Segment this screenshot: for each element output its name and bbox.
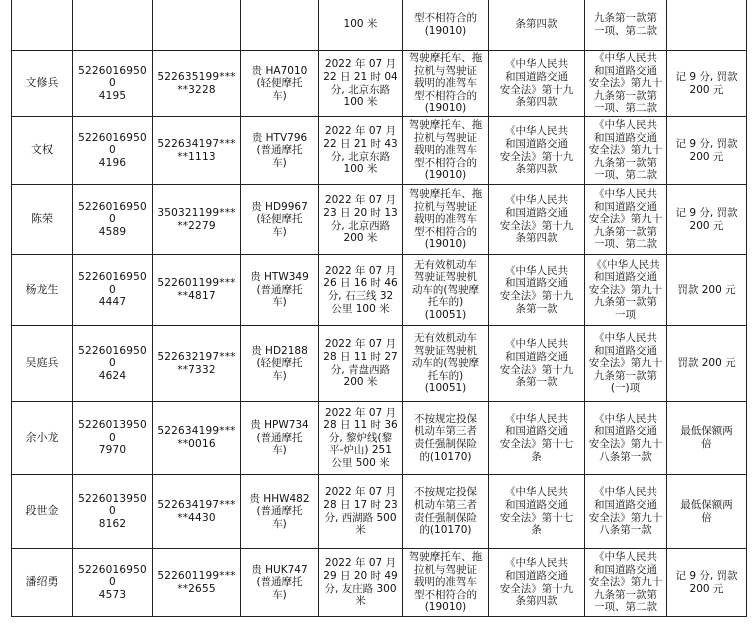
id-number-cell [153,0,241,51]
driver-name-cell: 吴庭兵 [12,326,73,402]
time-place-cell: 2022 年 07 月 28 日 11 时 27 分, 青盘西路 200 米 [319,326,403,402]
penalty-basis-cell: 《《中华人民共 和国道路交通 安全法》第九十 九条第一款第 一项 [585,255,667,326]
penalty-basis-cell: 《中华人民共 和国道路交通 安全法》第九十 九条第一款第 (一)项 [585,326,667,402]
driver-name-cell: 余小龙 [12,402,73,475]
license-plate-cell: 贵 HA7010 (轻便摩托 车) [241,51,319,117]
driver-name-cell: 文权 [12,117,73,185]
time-place-cell: 2022 年 07 月 22 日 21 时 04 分, 北京东路 100 米 [319,51,403,117]
penalty-basis-cell: 《中华人民共 和国道路交通 安全法》第九十 九条第一款第 一项、第二款 [585,117,667,185]
table-row [12,549,747,617]
violation-records-table [11,0,747,617]
decision-number-cell: 52260169500 4195 [73,51,153,117]
legal-basis-cell: 《中华人民共 和国道路交通 安全法》第十九 条第一款 [489,326,585,402]
id-number-cell: 522601199*** **4817 [153,255,241,326]
id-number-cell: 522601199*** **2655 [153,549,241,617]
violation-cell: 驾驶摩托车、拖 拉机与驾驶证 载明的准驾车 型不相符合的 (19010) [403,549,489,617]
time-place-cell: 2022 年 07 月 28 日 11 时 36 分, 黎炉线(黎 平-炉山) 251 公里 500 米 [319,402,403,475]
penalty-basis-cell: 《中华人民共 和国道路交通 安全法》第九十 九条第一款第 一项、第二款 [585,185,667,255]
legal-basis-cell: 《中华人民共 和国道路交通 安全法》第十九 条第四款 [489,117,585,185]
table-row [12,326,747,402]
time-place-cell: 2022 年 07 月 28 日 17 时 23 分, 西湖路 500 米 [319,475,403,549]
id-number-cell: 522632197*** **7332 [153,326,241,402]
legal-basis-cell: 《中华人民共 和国道路交通 安全法》第十七 条 [489,475,585,549]
license-plate-cell: 贵 HTV796 (普通摩托 车) [241,117,319,185]
time-place-cell: 2022 年 07 月 26 日 16 时 46 分, 石三线 32 公里 100 米 [319,255,403,326]
license-plate-cell: 贵 HD2188 (轻便摩托 车) [241,326,319,402]
license-plate-cell: 贵 HUK747 (普通摩托 车) [241,549,319,617]
decision-number-cell: 52260169500 4624 [73,326,153,402]
violation-cell: 无有效机动车 驾驶证驾驶机 动车的(驾驶摩 托车的) (10051) [403,255,489,326]
violation-cell: 不按规定投保 机动车第三者 责任强制保险 的(10170) [403,475,489,549]
penalty-cell: 罚款 200 元 [667,326,747,402]
violation-cell: 型不相符合的 (19010) [403,0,489,51]
penalty-basis-cell: 《中华人民共 和国道路交通 安全法》第九十 九条第一款第 一项、第二款 [585,51,667,117]
driver-name-cell: 杨龙生 [12,255,73,326]
decision-number-cell: 52260169500 4589 [73,185,153,255]
driver-name-cell: 潘绍勇 [12,549,73,617]
driver-name-cell [12,0,73,51]
penalty-cell: 最低保额两 倍 [667,475,747,549]
penalty-basis-cell: 《中华人民共 和国道路交通 安全法》第九十 八条第一款 [585,402,667,475]
time-place-cell: 2022 年 07 月 22 日 21 时 43 分, 北京东路 100 米 [319,117,403,185]
table-row [12,402,747,475]
penalty-cell: 记 9 分, 罚款 200 元 [667,117,747,185]
table-row [12,117,747,185]
driver-name-cell: 文修兵 [12,51,73,117]
id-number-cell: 350321199*** **2279 [153,185,241,255]
license-plate-cell [241,0,319,51]
legal-basis-cell: 条第四款 [489,0,585,51]
driver-name-cell: 段世金 [12,475,73,549]
violation-cell: 无有效机动车 驾驶证驾驶机 动车的(驾驶摩 托车的) (10051) [403,326,489,402]
table-row [12,0,747,51]
decision-number-cell: 52260169500 4573 [73,549,153,617]
license-plate-cell: 贵 HTW349 (普通摩托 车) [241,255,319,326]
violation-cell: 驾驶摩托车、拖 拉机与驾驶证 载明的准驾车 型不相符合的 (19010) [403,185,489,255]
decision-number-cell: 52260139500 7970 [73,402,153,475]
legal-basis-cell: 《中华人民共 和国道路交通 安全法》第十七 条 [489,402,585,475]
table-row [12,255,747,326]
penalty-cell [667,0,747,51]
time-place-cell: 2022 年 07 月 23 日 20 时 13 分, 北京西路 200 米 [319,185,403,255]
id-number-cell: 522634199*** **0016 [153,402,241,475]
violation-cell: 驾驶摩托车、拖 拉机与驾驶证 载明的准驾车 型不相符合的 (19010) [403,51,489,117]
time-place-cell: 100 米 [319,0,403,51]
penalty-cell: 记 9 分, 罚款 200 元 [667,185,747,255]
driver-name-cell: 陈荣 [12,185,73,255]
decision-number-cell: 52260169500 4447 [73,255,153,326]
license-plate-cell: 贵 HPW734 (普通摩托 车) [241,402,319,475]
table-row [12,51,747,117]
penalty-cell: 最低保额两 倍 [667,402,747,475]
license-plate-cell: 贵 HD9967 (轻便摩托 车) [241,185,319,255]
table-row [12,185,747,255]
legal-basis-cell: 《中华人民共 和国道路交通 安全法》第十九 条第四款 [489,185,585,255]
decision-number-cell [73,0,153,51]
penalty-cell: 记 9 分, 罚款 200 元 [667,549,747,617]
penalty-cell: 罚款 200 元 [667,255,747,326]
records-body [12,0,747,617]
id-number-cell: 522634197*** **1113 [153,117,241,185]
legal-basis-cell: 《中华人民共 和国道路交通 安全法》第十九 条第四款 [489,549,585,617]
legal-basis-cell: 《中华人民共 和国道路交通 安全法》第十九 条第四款 [489,51,585,117]
penalty-cell: 记 9 分, 罚款 200 元 [667,51,747,117]
decision-number-cell: 52260139500 8162 [73,475,153,549]
legal-basis-cell: 《中华人民共 和国道路交通 安全法》第十九 条第一款 [489,255,585,326]
license-plate-cell: 贵 HHW482 (普通摩托 车) [241,475,319,549]
id-number-cell: 522634197*** **4430 [153,475,241,549]
violation-cell: 不按规定投保 机动车第三者 责任强制保险 的(10170) [403,402,489,475]
time-place-cell: 2022 年 07 月 29 日 20 时 49 分, 友庄路 300 米 [319,549,403,617]
penalty-basis-cell: 九条第一款第 一项、第二款 [585,0,667,51]
violation-cell: 驾驶摩托车、拖 拉机与驾驶证 载明的准驾车 型不相符合的 (19010) [403,117,489,185]
id-number-cell: 522635199*** **3228 [153,51,241,117]
penalty-basis-cell: 《中华人民共 和国道路交通 安全法》第九十 八条第一款 [585,475,667,549]
decision-number-cell: 52260169500 4196 [73,117,153,185]
penalty-basis-cell: 《中华人民共 和国道路交通 安全法》第九十 九条第一款第 一项、第二款 [585,549,667,617]
table-row [12,475,747,549]
